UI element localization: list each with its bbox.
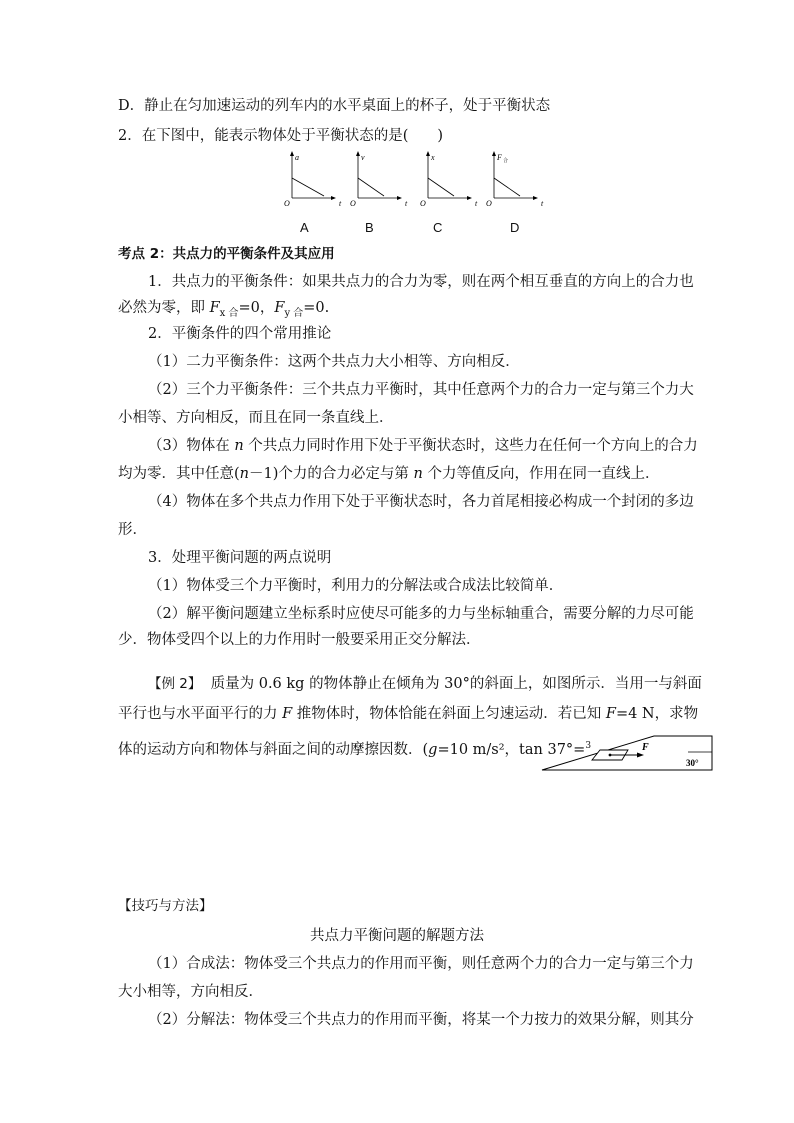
graph-d-ylabel: F [497, 153, 502, 162]
skills-title: 共点力平衡问题的解题方法 [310, 928, 484, 944]
graph-options [280, 150, 544, 235]
para-7: 3．处理平衡问题的两点说明 [148, 550, 332, 566]
incline-figure [536, 728, 716, 778]
svg-text:t: t [405, 199, 408, 208]
skill-2a: （2）分解法：物体受三个共点力的作用而平衡，将某一个力按力的效果分解，则其分 [148, 1012, 694, 1028]
para-9b: 少．物体受四个以上的力作用时一般要采用正交分解法． [118, 632, 481, 648]
graph-d [486, 151, 544, 208]
para-9a: （2）解平衡问题建立坐标系时应使尽可能多的力与坐标轴重合，需要分解的力尽可能 [148, 606, 694, 622]
example-label: 【例 2】 [148, 676, 202, 692]
para-3: （1）二力平衡条件：这两个共点力大小相等、方向相反． [148, 354, 520, 370]
example-2-line1: 【例 2】 质量为 0.6 kg 的物体静止在倾角为 30°的斜面上，如图所示．当用一与斜面 [148, 676, 702, 692]
svg-text:t: t [475, 199, 478, 208]
graph-c [420, 151, 478, 208]
svg-text:O: O [350, 199, 356, 208]
skill-1b: 大小相等，方向相反． [118, 984, 263, 1000]
graph-label-b: B [365, 220, 374, 235]
graph-label-d: D [510, 220, 520, 235]
svg-text:t: t [541, 199, 544, 208]
para-4a: （2）三个力平衡条件：三个共点力平衡时，其中任意两个力的合力一定与第三个力大 [148, 382, 694, 398]
svg-text:O: O [420, 199, 426, 208]
para-4b: 小相等、方向相反，而且在同一条直线上． [118, 410, 394, 426]
svg-text:合: 合 [503, 159, 509, 164]
para-5b: 均为零．其中任意(n－1)个力的合力必定与第 n 个力等值反向，作用在同一直线上． [118, 466, 660, 482]
graph-label-c: C [433, 220, 443, 235]
graph-c-ylabel: x [431, 153, 435, 162]
graph-a-ylabel: a [295, 153, 299, 162]
graph-b-ylabel: v [361, 153, 365, 162]
graph-label-a: A [300, 220, 309, 235]
para-8: （1）物体受三个力平衡时，利用力的分解法或合成法比较简单． [148, 578, 564, 594]
question-2: 2．在下图中，能表示物体处于平衡状态的是( ) [118, 128, 444, 144]
section-heading-kaodian2: 考点 2：共点力的平衡条件及其应用 [118, 246, 335, 262]
para-1a: 1．共点力的平衡条件：如果共点力的合力为零，则在两个相互垂直的方向上的合力也 [148, 274, 694, 290]
svg-text:O: O [284, 199, 290, 208]
para-5a: （3）物体在 n 个共点力同时作用下处于平衡状态时，这些力在任何一个方向上的合力 [148, 438, 698, 454]
graph-b [350, 151, 408, 208]
skills-heading: 【技巧与方法】 [118, 898, 213, 914]
skill-1a: （1）合成法：物体受三个共点力的作用而平衡，则任意两个力的合力一定与第三个力 [148, 956, 694, 972]
example-2-line2: 平行也与水平面平行的力 F 推物体时，物体恰能在斜面上匀速运动．若已知 F=4 N，求物 [118, 706, 699, 722]
svg-text:t: t [339, 199, 342, 208]
graph-a [284, 151, 342, 208]
svg-text:F: F [642, 742, 649, 753]
para-1b: 必然为零，即 $F_{x 合}=0$，$F_{y 合}=0$. [118, 300, 330, 319]
svg-text:O: O [486, 199, 492, 208]
para-2: 2．平衡条件的四个常用推论 [148, 326, 332, 342]
svg-text:30°: 30° [686, 758, 699, 768]
para-6a: （4）物体在多个共点力作用下处于平衡状态时，各力首尾相接必构成一个封闭的多边 [148, 494, 694, 510]
para-6b: 形． [118, 522, 147, 538]
example-2-line3: 体的运动方向和物体与斜面之间的动摩擦因数．(g=10 m/s²，tan 37°=$^3$ [118, 741, 592, 758]
option-d: D．静止在匀加速运动的列车内的水平桌面上的杯子，处于平衡状态 [118, 98, 551, 114]
